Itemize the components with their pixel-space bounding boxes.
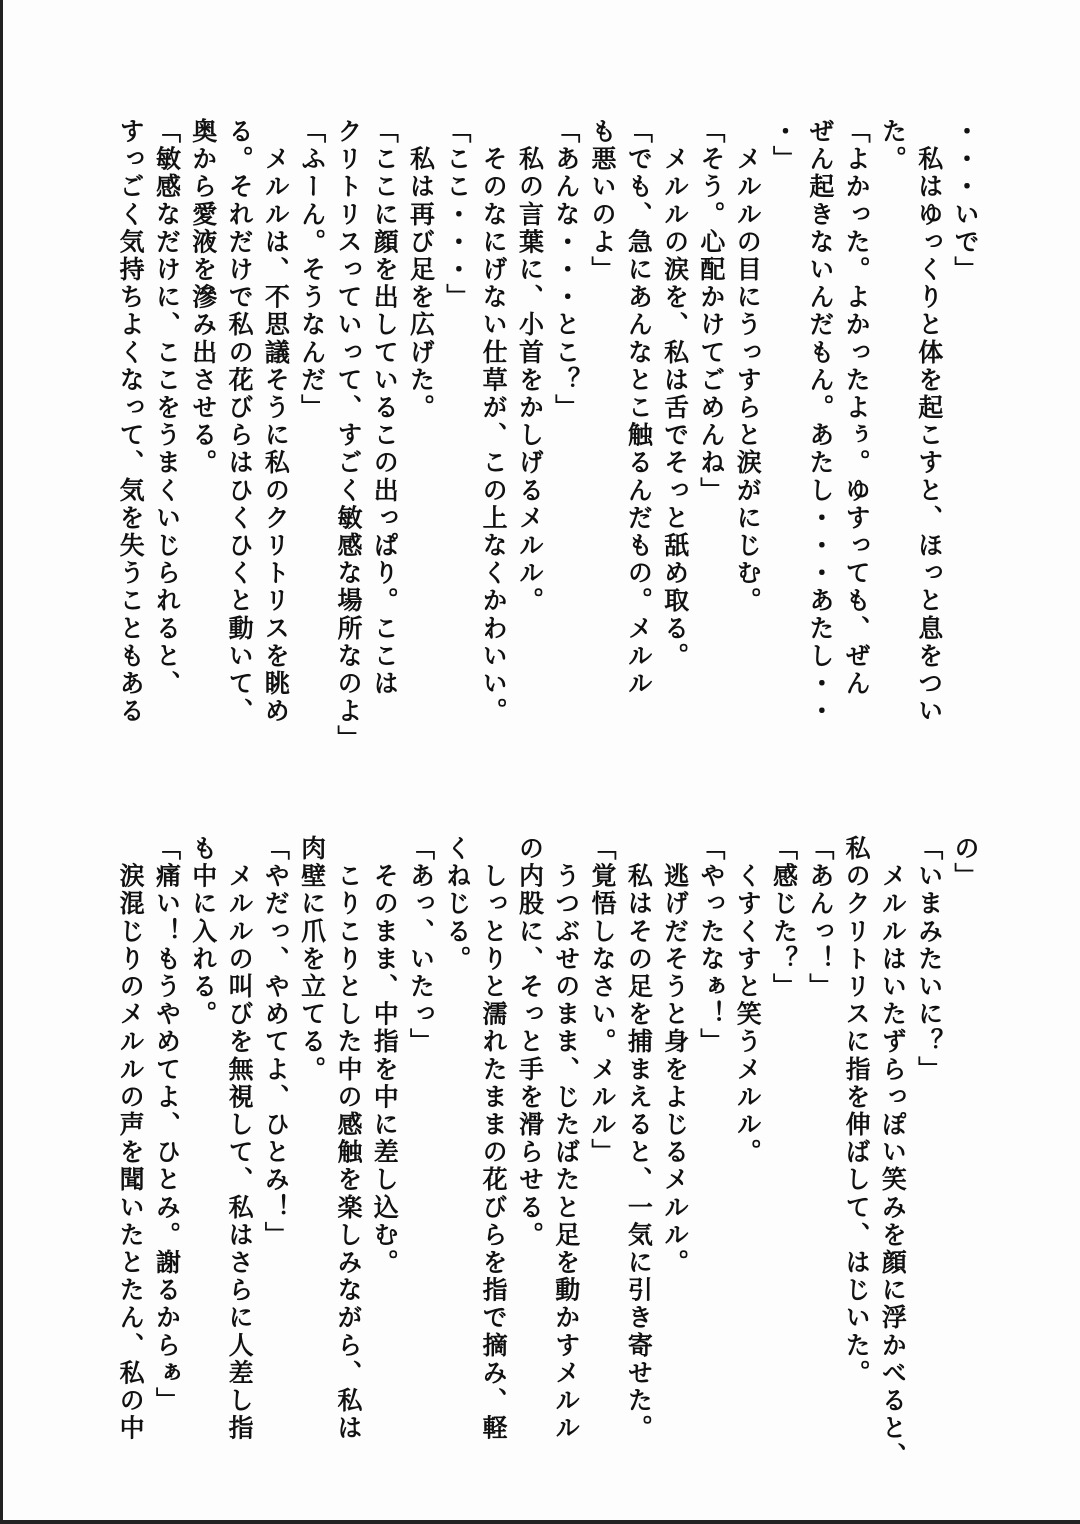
text-line: る。それだけで私の花びらはひくひくと動いて、	[225, 118, 255, 726]
text-line: 「よかった。よかったよぅ。ゆすっても、ぜん	[842, 118, 872, 698]
text-line: 肉壁に爪を立てる。	[297, 835, 327, 1084]
text-block-bottom	[111, 835, 983, 1475]
text-line: の」	[951, 835, 980, 891]
text-line: 「感じた？」	[769, 835, 799, 1001]
text-line: ・・・いで」	[951, 118, 980, 284]
text-line: しっとりと濡れたままの花びらを指で摘み、軽	[479, 835, 509, 1443]
text-line: ぜん起きないんだもん。あたし・・・あたし・・	[805, 118, 835, 726]
text-line: 「あっ、いたっ」	[406, 835, 436, 1056]
text-line: 私の言葉に、小首をかしげるメルル。	[515, 118, 545, 615]
text-line: 逃げだそうと身をよじるメルル。	[660, 835, 690, 1277]
text-line: 「ふーん。そうなんだ」	[297, 118, 327, 422]
text-line: そのなにげない仕草が、この上なくかわいい。	[479, 118, 509, 726]
text-line: 「そう。心配かけてごめんね」	[696, 118, 726, 505]
text-line: こりこりとした中の感触を楽しみながら、私は	[333, 835, 363, 1443]
text-line: も中に入れる。	[188, 835, 218, 1029]
text-line: メルルの目にうっすらと涙がにじむ。	[733, 118, 763, 615]
text-line: メルルはいたずらっぽい笑みを顔に浮かべると、	[878, 835, 908, 1470]
text-line: 涙混じりのメルルの声を聞いたとたん、私の中	[116, 835, 146, 1443]
text-line: メルルの涙を、私は舌でそっと舐め取る。	[660, 118, 690, 670]
text-line: 「あんな・・・とこ？」	[551, 118, 581, 422]
text-line: 私のクリトリスに指を伸ばして、はじいた。	[842, 835, 872, 1387]
text-line: そのまま、中指を中に差し込む。	[370, 835, 400, 1277]
text-line: 私はその足を捕まえると、一気に引き寄せた。	[624, 835, 654, 1443]
text-line: 私は再び足を広げた。	[406, 118, 436, 422]
text-line: メルルの叫びを無視して、私はさらに人差し指	[225, 835, 255, 1443]
text-line: 「やだっ、やめてよ、ひとみ！」	[261, 835, 291, 1249]
text-line: も悪いのよ」	[588, 118, 618, 284]
scan-edge-bottom	[0, 1520, 1080, 1524]
text-line: 「痛い！もうやめてよ、ひとみ。謝るからぁ」	[152, 835, 182, 1415]
text-block-top	[111, 118, 983, 758]
text-line: ・」	[769, 118, 799, 174]
text-line: 「ここ・・・」	[442, 118, 472, 312]
text-line: メルルは、不思議そうに私のクリトリスを眺め	[261, 118, 291, 726]
text-line: た。	[878, 118, 908, 174]
text-line: 「ここに顔を出しているこの出っぱり。ここは	[370, 118, 400, 698]
text-line: 「やったなぁ！」	[696, 835, 726, 1056]
text-line: くすくすと笑うメルル。	[733, 835, 763, 1167]
text-line: クリトリスっていって、すごく敏感な場所なのよ」	[333, 118, 363, 753]
text-line: うつぶせのまま、じたばたと足を動かすメルル	[551, 835, 581, 1443]
scan-edge-left	[0, 0, 3, 1524]
text-line: 「敏感なだけに、ここをうまくいじられると、	[152, 118, 182, 698]
text-line: の内股に、そっと手を滑らせる。	[515, 835, 545, 1249]
text-line: 「覚悟しなさい。メルル」	[588, 835, 618, 1167]
text-line: 「あんっ！」	[805, 835, 835, 1001]
text-line: 「いまみたいに？」	[914, 835, 944, 1084]
text-line: 「でも、急にあんなとこ触るんだもの。メルル	[624, 118, 654, 698]
text-line: すっごく気持ちよくなって、気を失うこともある	[116, 118, 146, 726]
text-line: くねじる。	[442, 835, 472, 973]
text-line: 私はゆっくりと体を起こすと、ほっと息をつい	[914, 118, 944, 726]
text-line: 奥から愛液を滲み出させる。	[188, 118, 218, 477]
